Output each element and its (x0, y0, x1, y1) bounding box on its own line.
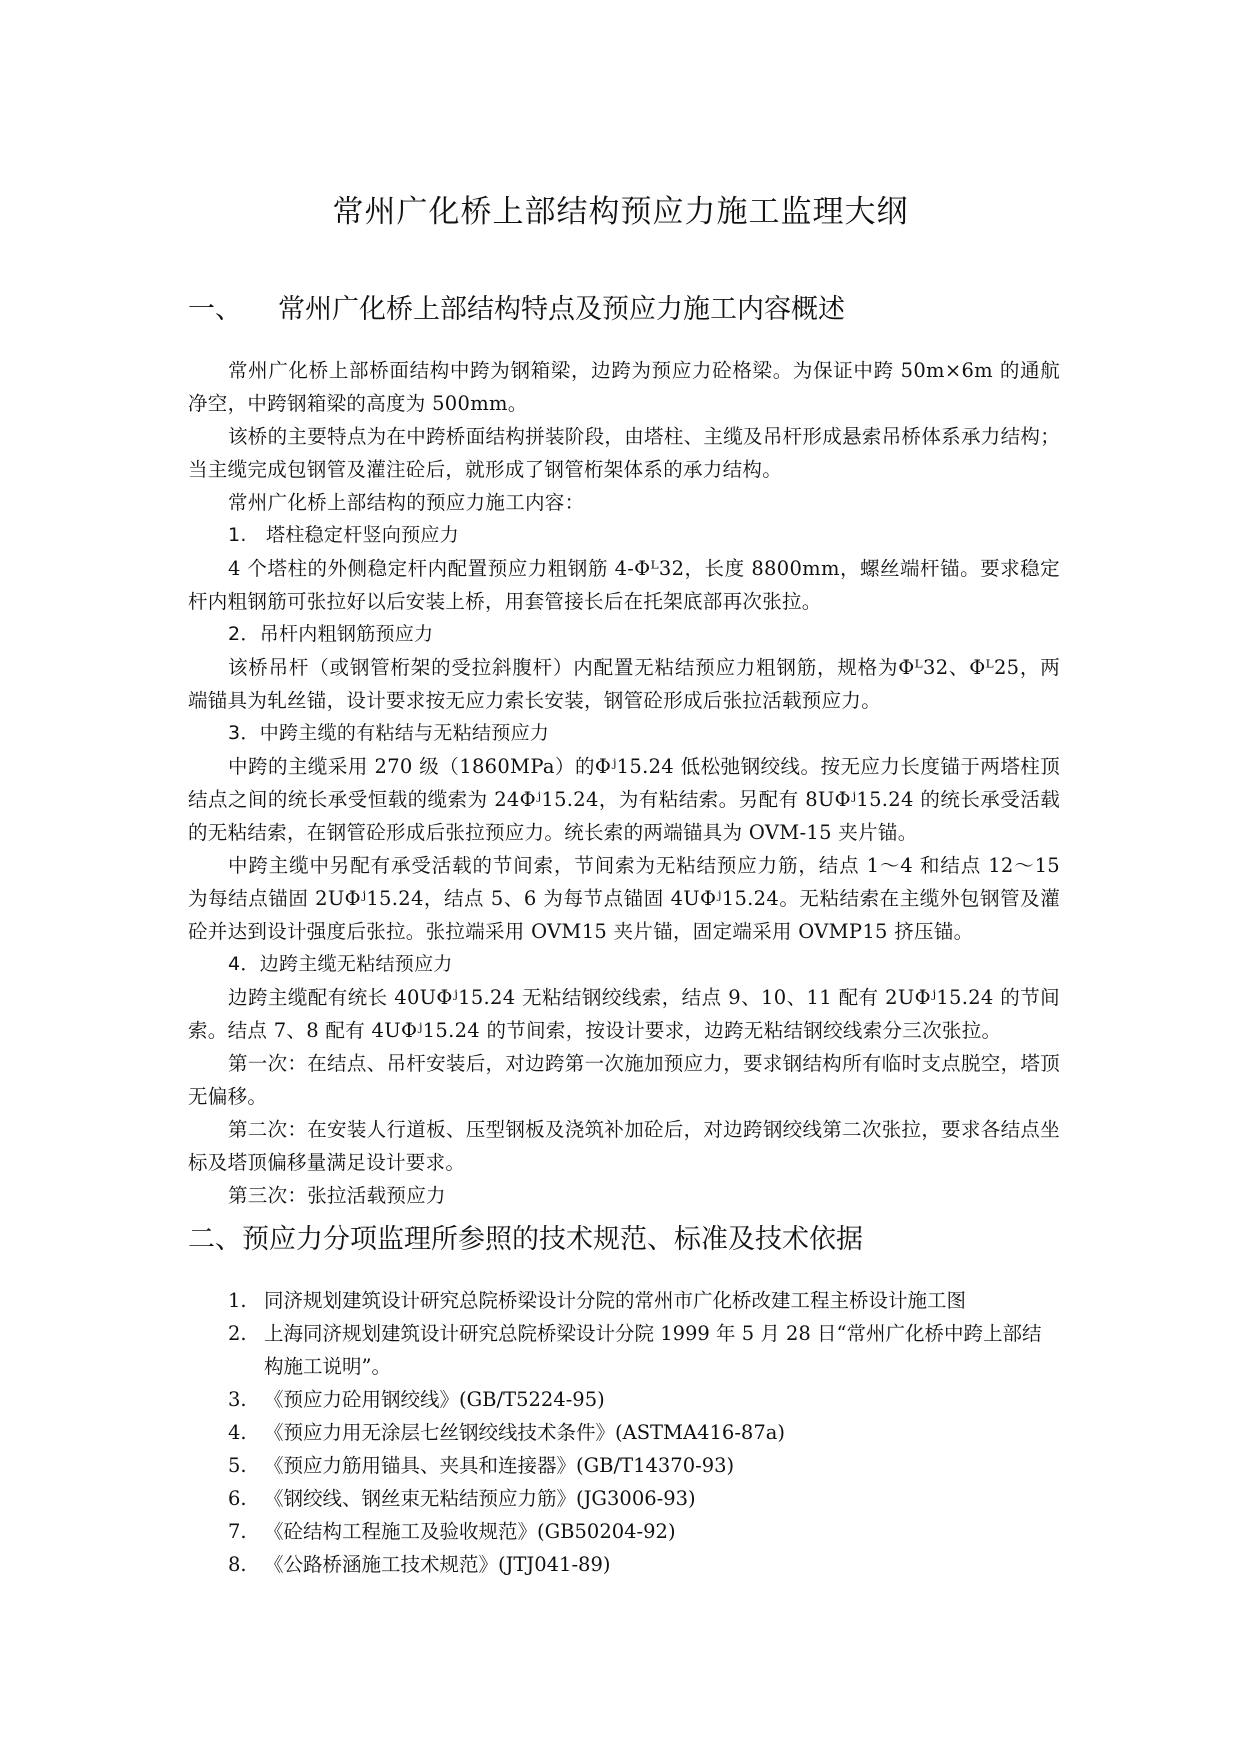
reference-text: 《砼结构工程施工及验收规范》(GB50204-92) (264, 1520, 676, 1543)
subsection-heading: 3．中跨主缆的有粘结与无粘结预应力 (228, 722, 550, 744)
reference-text: 《预应力用无涂层七丝钢绞线技术条件》(ASTMA416-87a) (264, 1421, 785, 1444)
subsection-heading: 4．边跨主缆无粘结预应力 (228, 953, 453, 975)
reference-number: 2. (228, 1322, 247, 1345)
section-1-heading (188, 292, 845, 328)
reference-text: 同济规划建筑设计研究总院桥梁设计分院的常州市广化桥改建工程主桥设计施工图 (264, 1289, 967, 1312)
reference-text: 《公路桥涵施工技术规范》(JTJ041-89) (264, 1553, 611, 1576)
body-paragraph: 中跨主缆中另配有承受活载的节间索，节间索为无粘结预应力筋，结点 1～4 和结点 12～15 为每结点锚固 2UΦʲ15.24，结点 5、6 为每节点锚固 4UΦʲ15.24。无粘结索在主缆外包钢管及灌砼并达到设计强度后张拉。张拉端采用 OVM15 夹片锚，固定端采用 OVMP15 挤压锚。 (188, 854, 1060, 943)
reference-number: 1. (228, 1289, 247, 1312)
reference-item (228, 1383, 1060, 1416)
body-paragraph: 该桥的主要特点为在中跨桥面结构拼装阶段，由塔柱、主缆及吊杆形成悬索吊桥体系承力结构；当主缆完成包钢管及灌注砼后，就形成了钢管桁架体系的承力结构。 (188, 425, 1060, 481)
reference-item (228, 1482, 1060, 1515)
body-paragraph: 中跨的主缆采用 270 级（1860MPa）的Φʲ15.24 低松弛钢绞线。按无应力长度锚于两塔柱顶结点之间的统长承受恒载的缆索为 24Φʲ15.24，为有粘结索。另配有 8UΦʲ15.24 的统长承受活载的无粘结索，在钢管砼形成后张拉预应力。统长索的两端锚具为 OVM-15 夹片锚。 (188, 755, 1060, 844)
body-paragraph: 第三次：张拉活载预应力 (228, 1184, 446, 1207)
body-paragraph: 第二次：在安装人行道板、压型钢板及浇筑补加砼后，对边跨钢绞线第二次张拉，要求各结点坐标及塔顶偏移量满足设计要求。 (188, 1118, 1060, 1174)
reference-number: 6. (228, 1487, 247, 1510)
section-1-number: 一、 (188, 294, 242, 325)
section-1-body (188, 354, 1060, 1212)
section-1-title: 常州广化桥上部结构特点及预应力施工内容概述 (278, 294, 845, 325)
reference-item (228, 1416, 1060, 1449)
page-title: 常州广化桥上部结构预应力施工监理大纲 (332, 194, 909, 230)
reference-text: 《预应力砼用钢绞线》(GB/T5224-95) (264, 1388, 605, 1411)
reference-text: 《预应力筋用锚具、夹具和连接器》(GB/T14370-93) (264, 1454, 735, 1477)
body-paragraph: 常州广化桥上部结构的预应力施工内容： (228, 491, 585, 514)
reference-text: 上海同济规划建筑设计研究总院桥梁设计分院 1999 年 5 月 28 日“常州广化桥中跨上部结构施工说明”。 (264, 1322, 1042, 1378)
reference-item (228, 1317, 1060, 1383)
subsection-heading: 2．吊杆内粗钢筋预应力 (228, 623, 434, 645)
reference-number: 5. (228, 1454, 247, 1477)
reference-item (228, 1284, 1060, 1317)
reference-number: 4. (228, 1421, 247, 1444)
body-paragraph: 边跨主缆配有统长 40UΦʲ15.24 无粘结钢绞线索，结点 9、10、11 配有 2UΦʲ15.24 的节间索。结点 7、8 配有 4UΦʲ15.24 的节间索，按设计要求，边跨无粘结钢绞线索分三次张拉。 (188, 986, 1060, 1042)
body-paragraph: 该桥吊杆（或钢管桁架的受拉斜腹杆）内配置无粘结预应力粗钢筋，规格为Φᴸ32、Φᴸ25，两端锚具为轧丝锚，设计要求按无应力索长安装，钢管砼形成后张拉活载预应力。 (188, 656, 1060, 712)
reference-number: 3. (228, 1388, 247, 1411)
subsection-heading: 1. 塔柱稳定杆竖向预应力 (228, 524, 460, 546)
body-paragraph: 4 个塔柱的外侧稳定杆内配置预应力粗钢筋 4-Φᴸ32，长度 8800mm，螺丝端杆锚。要求稳定杆内粗钢筋可张拉好以后安装上桥，用套管接长后在托架底部再次张拉。 (188, 557, 1060, 613)
body-paragraph: 第一次：在结点、吊杆安装后，对边跨第一次施加预应力，要求钢结构所有临时支点脱空，塔顶无偏移。 (188, 1052, 1060, 1108)
reference-number: 8. (228, 1553, 247, 1576)
reference-item (228, 1548, 1060, 1581)
reference-item (228, 1515, 1060, 1548)
reference-number: 7. (228, 1520, 247, 1543)
body-paragraph: 常州广化桥上部桥面结构中跨为钢箱梁，边跨为预应力砼格梁。为保证中跨 50m×6m 的通航净空，中跨钢箱梁的高度为 500mm。 (188, 359, 1060, 415)
reference-text: 《钢绞线、钢丝束无粘结预应力筋》(JG3006-93) (264, 1487, 696, 1510)
reference-item (228, 1449, 1060, 1482)
section-2-heading: 二、预应力分项监理所参照的技术规范、标准及技术依据 (188, 1224, 863, 1255)
reference-list (228, 1284, 1060, 1581)
